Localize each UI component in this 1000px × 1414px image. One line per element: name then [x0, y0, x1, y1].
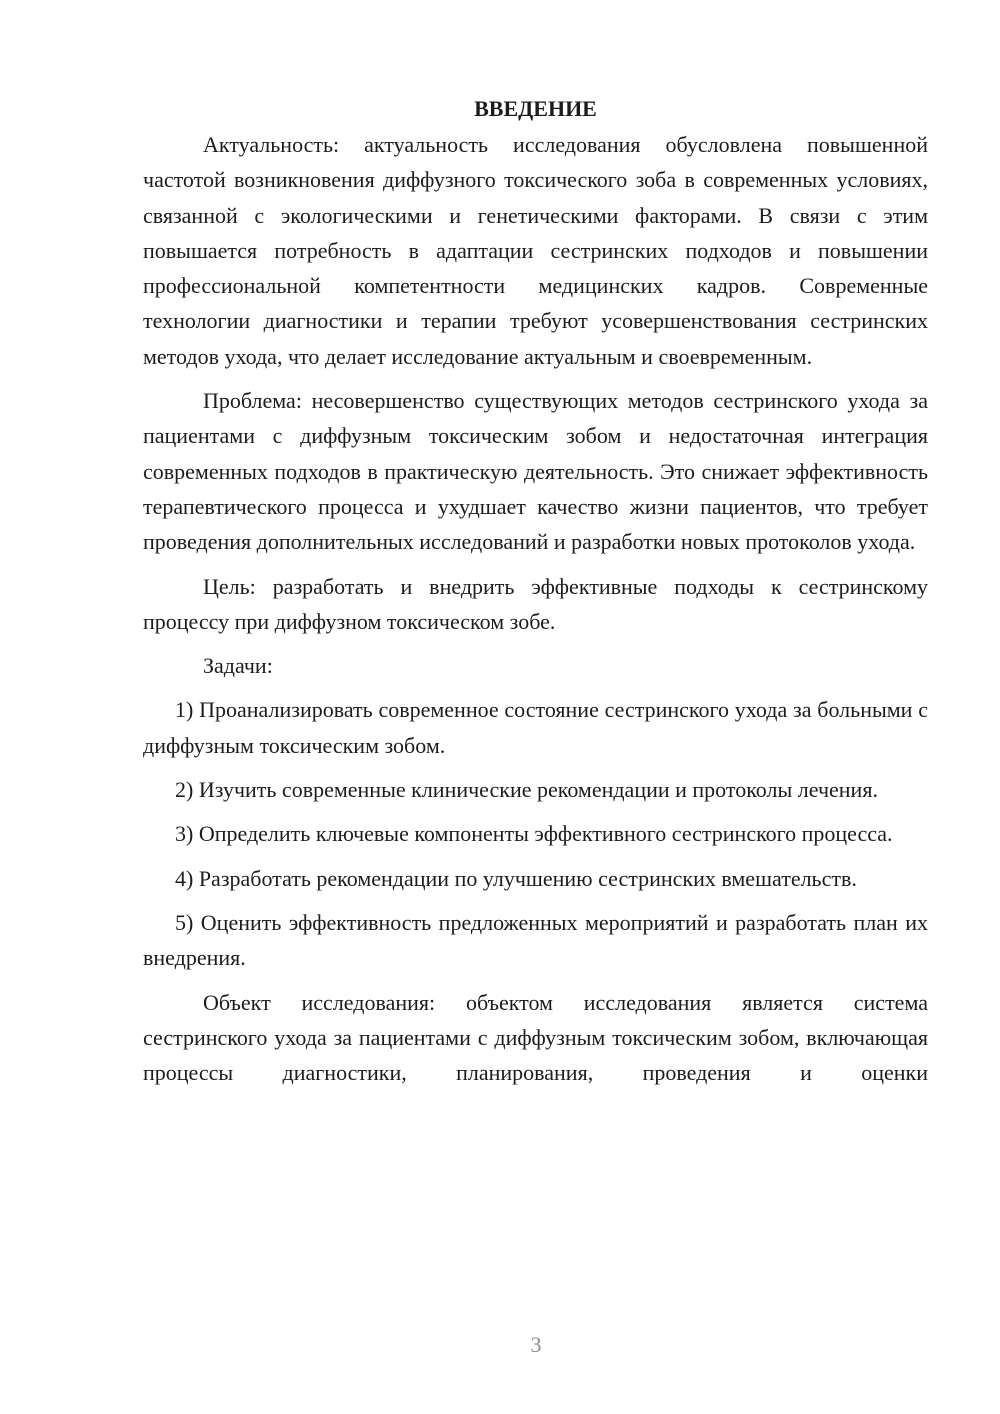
tasks-label: Задачи: [203, 653, 273, 679]
object-paragraph: Объект исследования: объектом исследования является система сестринского ухода за пациентами с диффузным токсическим зобом, включающая процессы диагностики, планирования, проведения и оценки [143, 989, 928, 1086]
task-item: 3) Определить ключевые компоненты эффективного сестринского процесса. [175, 821, 893, 847]
task-item: 4) Разработать рекомендации по улучшению сестринских вмешательств. [175, 865, 857, 891]
task-item: 5) Оценить эффективность предложенных мероприятий и разработать план их внедрения. [143, 909, 928, 971]
problem-paragraph: Проблема: несовершенство существующих методов сестринского ухода за пациентами с диффузным токсическим зобом и недостаточная интеграция современных подходов в практическую деятельность. Это снижает эффективность терапевтического процесса и ухудшает качество жизни пациентов, что требует проведения дополнительных исследований и разработки новых протоколов ухода. [143, 388, 928, 555]
page-number: 3 [530, 1332, 542, 1357]
task-item: 2) Изучить современные клинические рекомендации и протоколы лечения. [175, 777, 878, 803]
page-title: ВВЕДЕНИЕ [474, 96, 597, 121]
goal-paragraph: Цель: разработать и внедрить эффективные подходы к сестринскому процессу при диффузном токсическом зобе. [143, 573, 928, 634]
document-page [143, 92, 928, 1090]
task-item: 1) Проанализировать современное состояние сестринского ухода за больными с диффузным токсическим зобом. [143, 697, 928, 758]
relevance-paragraph: Актуальность: актуальность исследования обусловлена повышенной частотой возникновения диффузного токсического зоба в современных условиях, связанной с экологическими и генетическими факторами. В связи с этим повышается потребность в адаптации сестринских подходов и повышении профессиональной компетентности медицинских кадров. Современные технологии диагностики и терапии требуют усовершенствования сестринских методов ухода, что делает исследование актуальным и своевременным. [143, 132, 928, 369]
